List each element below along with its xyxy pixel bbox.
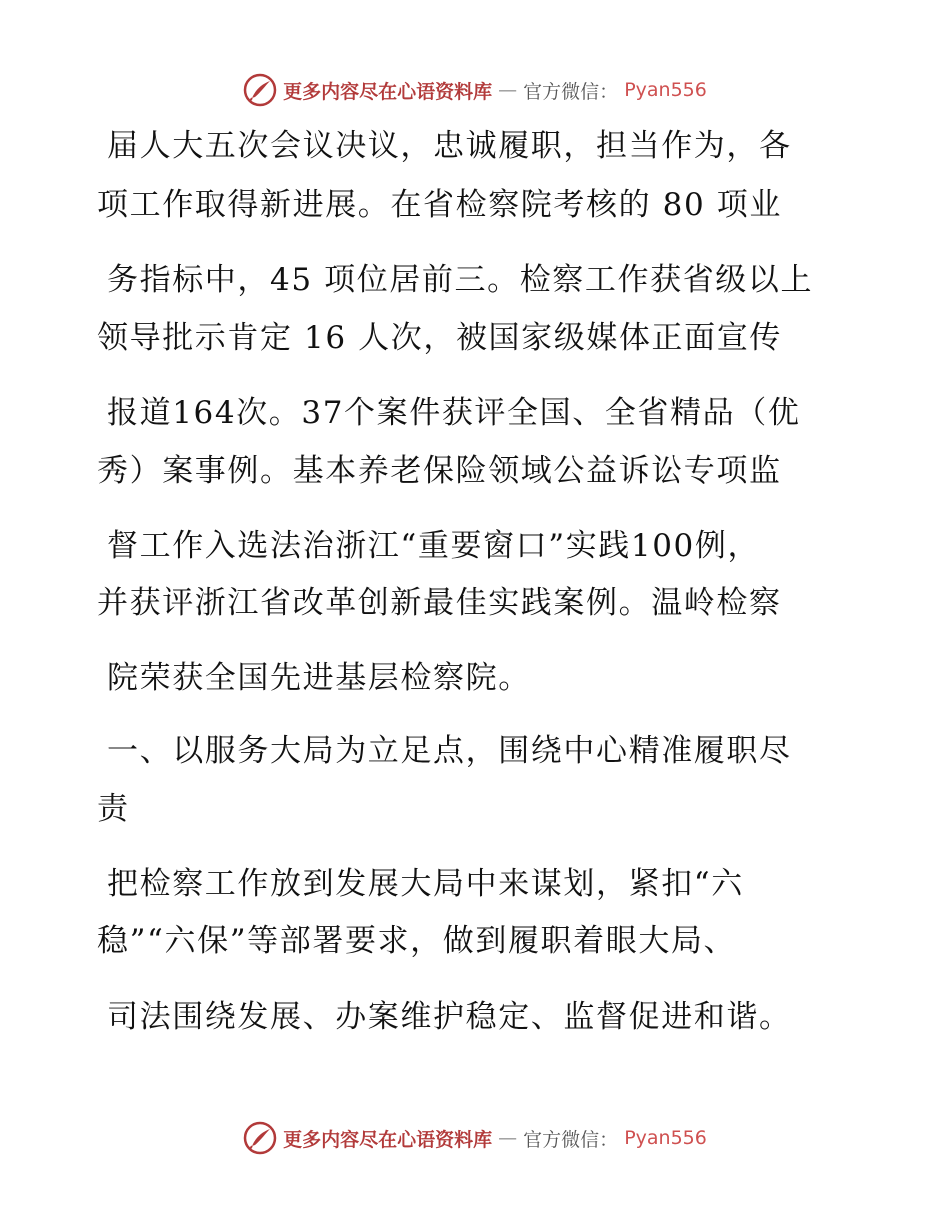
section-heading-line: 责 — [97, 791, 130, 827]
footer-watermark — [0, 1118, 950, 1158]
watermark-label: 官方微信： — [523, 1128, 619, 1151]
watermark-wechat-id: Pyan556 — [624, 79, 707, 101]
text-line: 项工作取得新进展。在省检察院考核的 80 项业 — [97, 187, 782, 223]
text-line: 稳”“六保”等部署要求，做到履职着眼大局、 — [97, 923, 737, 959]
text-line: 督工作入选法治浙江“重要窗口”实践100例， — [107, 528, 761, 564]
text-line: 院荣获全国先进基层检察院。 — [107, 660, 531, 696]
watermark-wechat-id: Pyan556 — [624, 1127, 707, 1149]
watermark-label: 官方微信： — [523, 80, 619, 103]
text-line: 把检察工作放到发展大局中来谋划，紧扣“六 — [107, 866, 744, 902]
quill-logo-icon — [243, 1121, 277, 1155]
text-line: 届人大五次会议决议，忠诚履职，担当作为，各 — [107, 128, 792, 164]
watermark-text: 更多内容尽在心语资料库 — [283, 80, 493, 103]
text-line: 司法围绕发展、办案维护稳定、监督促进和谐。 — [107, 999, 792, 1035]
text-line: 报道164次。37个案件获评全国、全省精品（优 — [107, 395, 801, 431]
section-heading-line: 一、以服务大局为立足点，围绕中心精准履职尽 — [107, 733, 792, 769]
text-line: 务指标中，45 项位居前三。检察工作获省级以上 — [107, 262, 814, 298]
text-line: 并获评浙江省改革创新最佳实践案例。温岭检察 — [97, 585, 782, 621]
watermark-separator: — — [498, 1127, 518, 1149]
watermark-text: 更多内容尽在心语资料库 — [283, 1128, 493, 1151]
watermark-separator: — — [498, 79, 518, 101]
text-line: 秀）案事例。基本养老保险领域公益诉讼专项监 — [97, 453, 782, 489]
text-line: 领导批示肯定 16 人次，被国家级媒体正面宣传 — [97, 320, 782, 356]
